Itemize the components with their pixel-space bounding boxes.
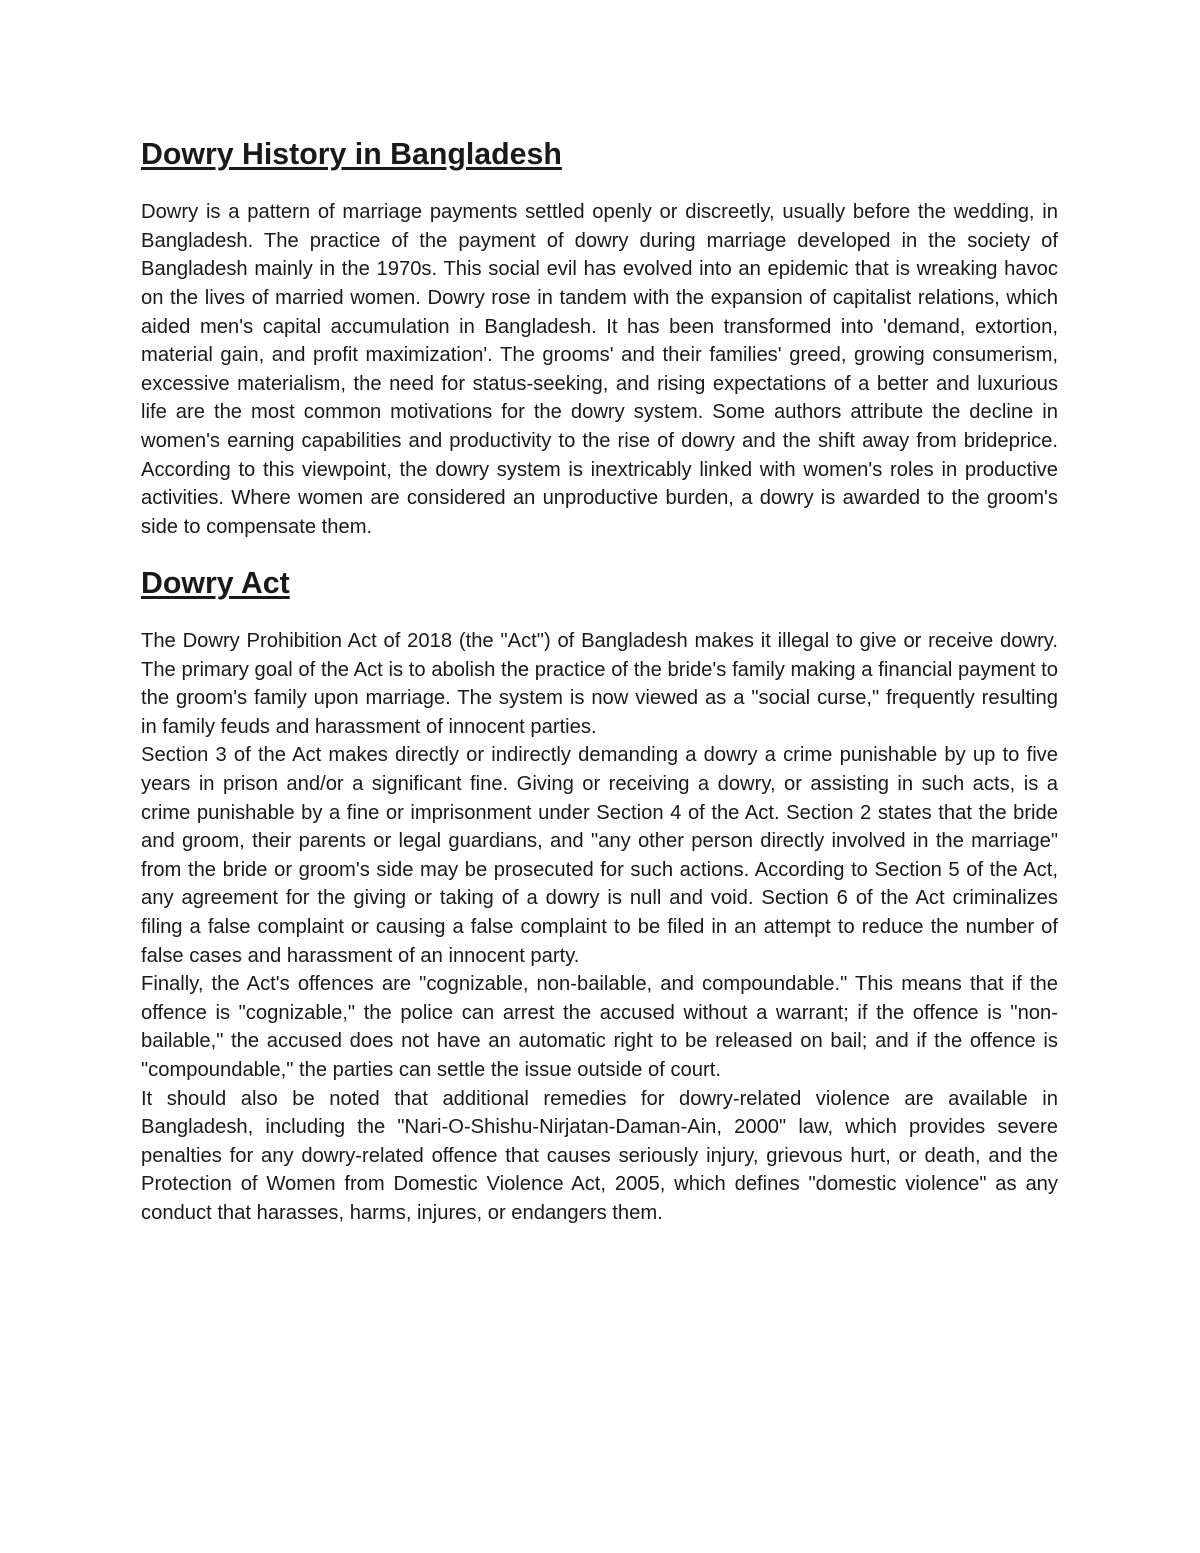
paragraph-act-overview: The Dowry Prohibition Act of 2018 (the "Act") of Bangladesh makes it illegal to give or receive dowry. The primary goal of the Act is to abolish the practice of the bride's family making a financial payment to the groom's family upon marriage. The system is now viewed as a "social curse," frequently resulting in family feuds and harassment of innocent parties.: [141, 630, 1058, 738]
paragraph-act-sections: Section 3 of the Act makes directly or indirectly demanding a dowry a crime punishable by up to five years in prison and/or a significant fine. Giving or receiving a dowry, or assisting in such acts, is a crime punishable by a fine or imprisonment under Section 4 of the Act. Section 2 states that the bride and groom, their parents or legal guardians, and "any other person directly involved in the marriage" from the bride or groom's side may be prosecuted for such actions. According to Section 5 of the Act, any agreement for the giving or taking of a dowry is null and void. Section 6 of the Act criminalizes filing a false complaint or causing a false complaint to be filed in an attempt to reduce the number of false cases and harassment of an innocent party.: [141, 744, 1058, 967]
document-page: [141, 138, 1058, 1228]
section-heading-dowry-act: Dowry Act: [141, 566, 290, 600]
paragraph-additional-remedies: It should also be noted that additional remedies for dowry-related violence are available in Bangladesh, including the "Nari-O-Shishu-Nirjatan-Daman-Ain, 2000" law, which provides severe penalties for any dowry-related offence that causes seriously injury, grievous hurt, or death, and the Protection of Women from Domestic Violence Act, 2005, which defines "domestic violence" as any conduct that harasses, harms, injures, or endangers them.: [141, 1087, 1058, 1224]
spacer: [141, 170, 1058, 199]
paragraph-dowry-history: Dowry is a pattern of marriage payments settled openly or discreetly, usually before the wedding, in Bangladesh. The practice of the payment of dowry during marriage developed in the society of Bangladesh mainly in the 1970s. This social evil has evolved into an epidemic that is wreaking havoc on the lives of married women. Dowry rose in tandem with the expansion of capitalist relations, which aided men's capital accumulation in Bangladesh. It has been transformed into 'demand, extortion, material gain, and profit maximization'. The grooms' and their families' greed, growing consumerism, excessive materialism, the need for status-seeking, and rising expectations of a better and luxurious life are the most common motivations for the dowry system. Some authors attribute the decline in women's earning capabilities and productivity to the rise of dowry and the shift away from brideprice. According to this viewpoint, the dowry system is inextricably linked with women's roles in productive activities. Where women are considered an unproductive burden, a dowry is awarded to the groom's side to compensate them.: [141, 201, 1058, 538]
paragraph-act-offences: Finally, the Act's offences are "cognizable, non-bailable, and compoundable." This means that if the offence is "cognizable," the police can arrest the accused without a warrant; if the offence is "non-bailable," the accused does not have an automatic right to be released on bail; and if the offence is "compoundable," the parties can settle the issue outside of court.: [141, 973, 1058, 1081]
spacer: [141, 599, 1058, 628]
section-heading-dowry-history: Dowry History in Bangladesh: [141, 138, 562, 171]
